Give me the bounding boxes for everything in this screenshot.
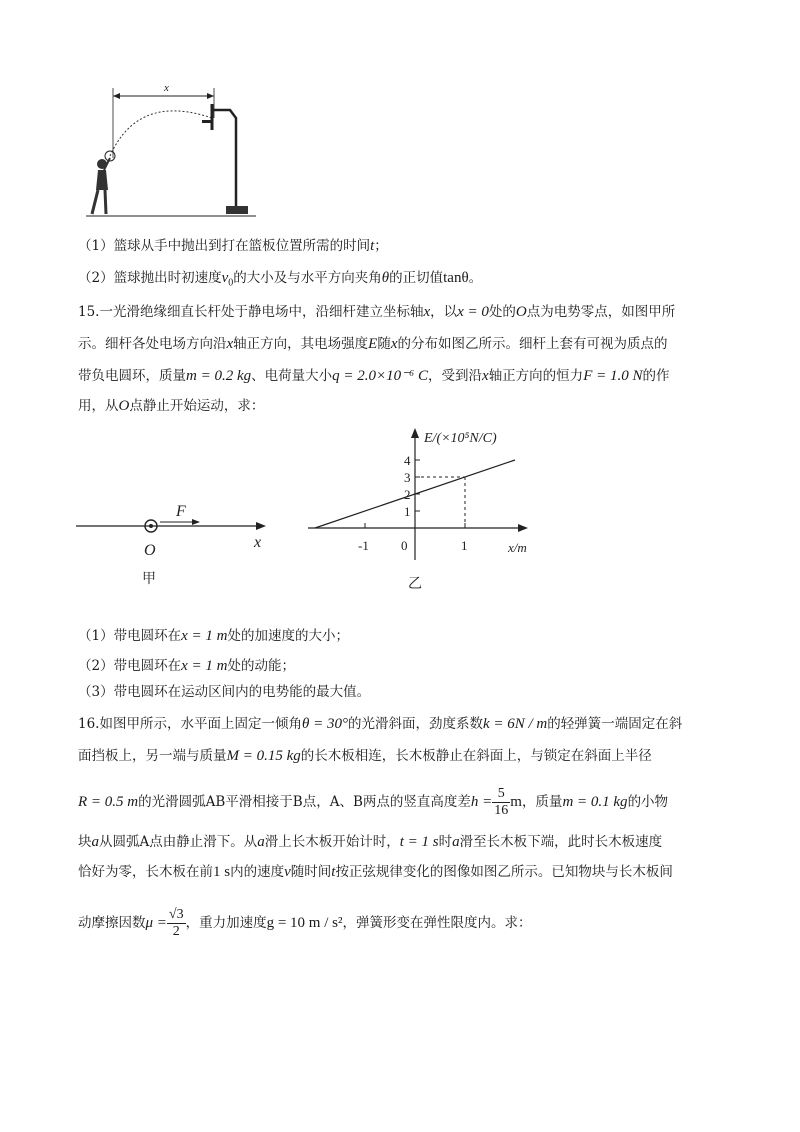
q16-l4-a: 块 xyxy=(78,834,92,850)
q15-l2-d: 的分布如图乙所示。细杆上套有可视为质点的 xyxy=(397,336,668,352)
q16-line1 xyxy=(78,714,682,734)
var-t: t xyxy=(331,864,336,880)
var-x: x xyxy=(482,368,489,384)
q14-p2-text-b: 的大小及与水平方向夹角 xyxy=(233,270,382,286)
q15-part1 xyxy=(78,626,349,646)
q15-line3 xyxy=(78,366,669,386)
var-v-sub: 0 xyxy=(228,277,234,289)
unit-m: m xyxy=(510,794,522,810)
eq-x0: x = 0 xyxy=(457,304,489,320)
q16-l2-b: 的长木板相连，长木板静止在斜面上，与锁定在斜面上半径 xyxy=(300,748,652,764)
q15-l1-b: ，以 xyxy=(430,304,458,320)
y-tick-3: 3 xyxy=(404,470,411,485)
var-a: a xyxy=(91,834,99,850)
eq-t: t = 1 s xyxy=(399,834,439,850)
eq-k: k = 6N / m xyxy=(482,716,548,732)
figure-jia xyxy=(76,490,276,590)
var-O: O xyxy=(118,398,130,414)
caption-yi: 乙 xyxy=(408,577,422,592)
q16-l3-a: 的光滑圆弧AB平滑相接于B点，A、B两点的竖直高度差 xyxy=(138,794,471,810)
q15-part2 xyxy=(78,656,295,676)
q16-l5-a: 恰好为零，长木板在前 xyxy=(78,864,213,880)
q16-l2-a: 面挡板上，另一端与质量 xyxy=(78,748,227,764)
frac-den: 2 xyxy=(172,924,180,939)
q15-l3-d: 轴正方向的恒力 xyxy=(488,368,584,384)
fraction-mu xyxy=(167,907,186,940)
q15-line2 xyxy=(78,334,668,354)
q14-part2 xyxy=(78,268,482,294)
eq-x1m: x = 1 m xyxy=(181,628,228,644)
q16-l1-b: 的光滑斜面，劲度系数 xyxy=(347,716,483,732)
eq-1s: 1 s xyxy=(213,864,231,880)
figure-yi xyxy=(300,420,550,610)
q15-l4-b: 点静止开始运动，求： xyxy=(129,398,265,414)
y-tick-2: 2 xyxy=(404,487,411,502)
q16-l5-d: 按正弦规律变化的图像如图乙所示。已知物块与长木板间 xyxy=(335,864,673,880)
eq-g: g = 10 m / s² xyxy=(266,915,343,931)
q16-l3-b: ，质量 xyxy=(521,794,563,810)
var-x: x xyxy=(423,304,431,320)
q14-p2-text-c: 的正切值 xyxy=(389,270,444,286)
force-label: F xyxy=(176,503,186,520)
q16-line6 xyxy=(78,906,531,940)
q15-l3-e: 的作 xyxy=(642,368,670,384)
var-x: x xyxy=(390,336,398,352)
q15-l2-a: 示。细杆各处电场方向沿 xyxy=(78,336,227,352)
q16-l4-b: 从圆弧A点由静止滑下。从 xyxy=(99,834,258,850)
var-a: a xyxy=(452,834,460,850)
q15-p3-a: （3）带电圆环在运动区间内的电势能的最大值。 xyxy=(78,684,371,700)
q16-l4-c: 滑上长木板开始计时， xyxy=(264,834,400,850)
q15-p2-b: 处的动能； xyxy=(227,658,295,674)
q15-p1-a: （1）带电圆环在 xyxy=(78,628,182,644)
q15-l3-a: 带负电圆环，质量 xyxy=(78,368,186,384)
q16-l3-c: 的小物 xyxy=(627,794,669,810)
q16-line3 xyxy=(78,786,668,819)
q15-l1-a: 15.一光滑绝缘细直长杆处于静电场中，沿细杆建立坐标轴 xyxy=(78,304,424,320)
q15-l3-b: 、电荷量大小 xyxy=(251,368,333,384)
origin-label: O xyxy=(144,542,156,559)
var-x: x xyxy=(226,336,234,352)
eq-force: F = 1.0 N xyxy=(583,368,643,384)
q16-l5-b: 内的速度 xyxy=(230,864,285,880)
q15-line1 xyxy=(78,302,675,322)
q16-line5 xyxy=(78,862,673,882)
q15-l2-b: 轴正方向，其电场强度 xyxy=(233,336,369,352)
q15-l3-c: ，受到沿 xyxy=(428,368,483,384)
q16-l5-c: 随时间 xyxy=(290,864,332,880)
eq-h: h = xyxy=(470,794,493,810)
q14-part1 xyxy=(78,236,388,256)
var-t: t xyxy=(370,238,375,254)
var-E: E xyxy=(368,336,378,352)
q15-line4 xyxy=(78,396,264,416)
q15-l2-c: 随 xyxy=(377,336,391,352)
eq-R: R = 0.5 m xyxy=(78,794,139,810)
var-theta: θ xyxy=(381,270,390,286)
x-tick-neg1: -1 xyxy=(358,538,369,553)
q16-l6-a: 动摩擦因数 xyxy=(78,915,146,931)
q16-line4 xyxy=(78,832,662,852)
q15-l4-a: 用，从 xyxy=(78,398,119,414)
q15-p1-b: 处的加速度的大小； xyxy=(227,628,349,644)
q15-l1-c: 处的 xyxy=(488,304,516,320)
var-tan-theta: tanθ xyxy=(443,270,469,286)
var-a: a xyxy=(257,834,265,850)
q16-l1-c: 的轻弹簧一端固定在斜 xyxy=(547,716,683,732)
y-tick-1: 1 xyxy=(404,504,411,519)
q14-p1-end: ； xyxy=(374,238,388,254)
q16-l6-b: ，重力加速度 xyxy=(185,915,267,931)
eq-charge: q = 2.0×10⁻⁶ C xyxy=(332,368,429,384)
eq-M: M = 0.15 kg xyxy=(226,748,301,764)
frac-den: 16 xyxy=(494,803,509,818)
distance-x-label: x xyxy=(164,82,169,94)
x-tick-0: 0 xyxy=(401,538,408,553)
q15-p2-a: （2）带电圆环在 xyxy=(78,658,182,674)
var-v: v xyxy=(221,270,229,286)
eq-mass: m = 0.2 kg xyxy=(186,368,252,384)
x-axis-label: x xyxy=(254,534,262,551)
q15-part3 xyxy=(78,682,370,702)
caption-jia: 甲 xyxy=(142,572,156,587)
fraction-h xyxy=(492,786,510,819)
eq-x1m: x = 1 m xyxy=(181,658,228,674)
eq-mu: μ = xyxy=(145,915,167,931)
q16-l6-c: ，弹簧形变在弹性限度内。求： xyxy=(342,915,532,931)
y-axis-label: E/(×10⁵N/C) xyxy=(424,431,497,446)
q14-p1-text: （1）篮球从手中抛出到打在篮板位置所需的时间 xyxy=(78,238,371,254)
eq-m: m = 0.1 kg xyxy=(562,794,628,810)
x-axis-label: x/m xyxy=(508,540,527,555)
var-v: v xyxy=(284,864,291,880)
y-tick-4: 4 xyxy=(404,453,411,468)
q14-p2-end: 。 xyxy=(468,270,483,286)
q16-l1-a: 16.如图甲所示，水平面上固定一倾角 xyxy=(78,716,302,732)
var-O: O xyxy=(515,304,527,320)
frac-num: √3 xyxy=(168,907,184,922)
q16-l4-d: 时 xyxy=(438,834,453,850)
q16-line2 xyxy=(78,746,652,766)
basketball-figure xyxy=(78,78,258,220)
q16-l4-e: 滑至长木板下端，此时长木板速度 xyxy=(459,834,663,850)
q14-p2-text-a: （2）篮球抛出时初速度 xyxy=(78,270,222,286)
frac-num: 5 xyxy=(492,786,510,803)
q15-l1-d: 点为电势零点，如图甲所 xyxy=(526,304,676,320)
x-tick-1: 1 xyxy=(461,538,468,553)
eq-theta: θ = 30° xyxy=(301,716,348,732)
